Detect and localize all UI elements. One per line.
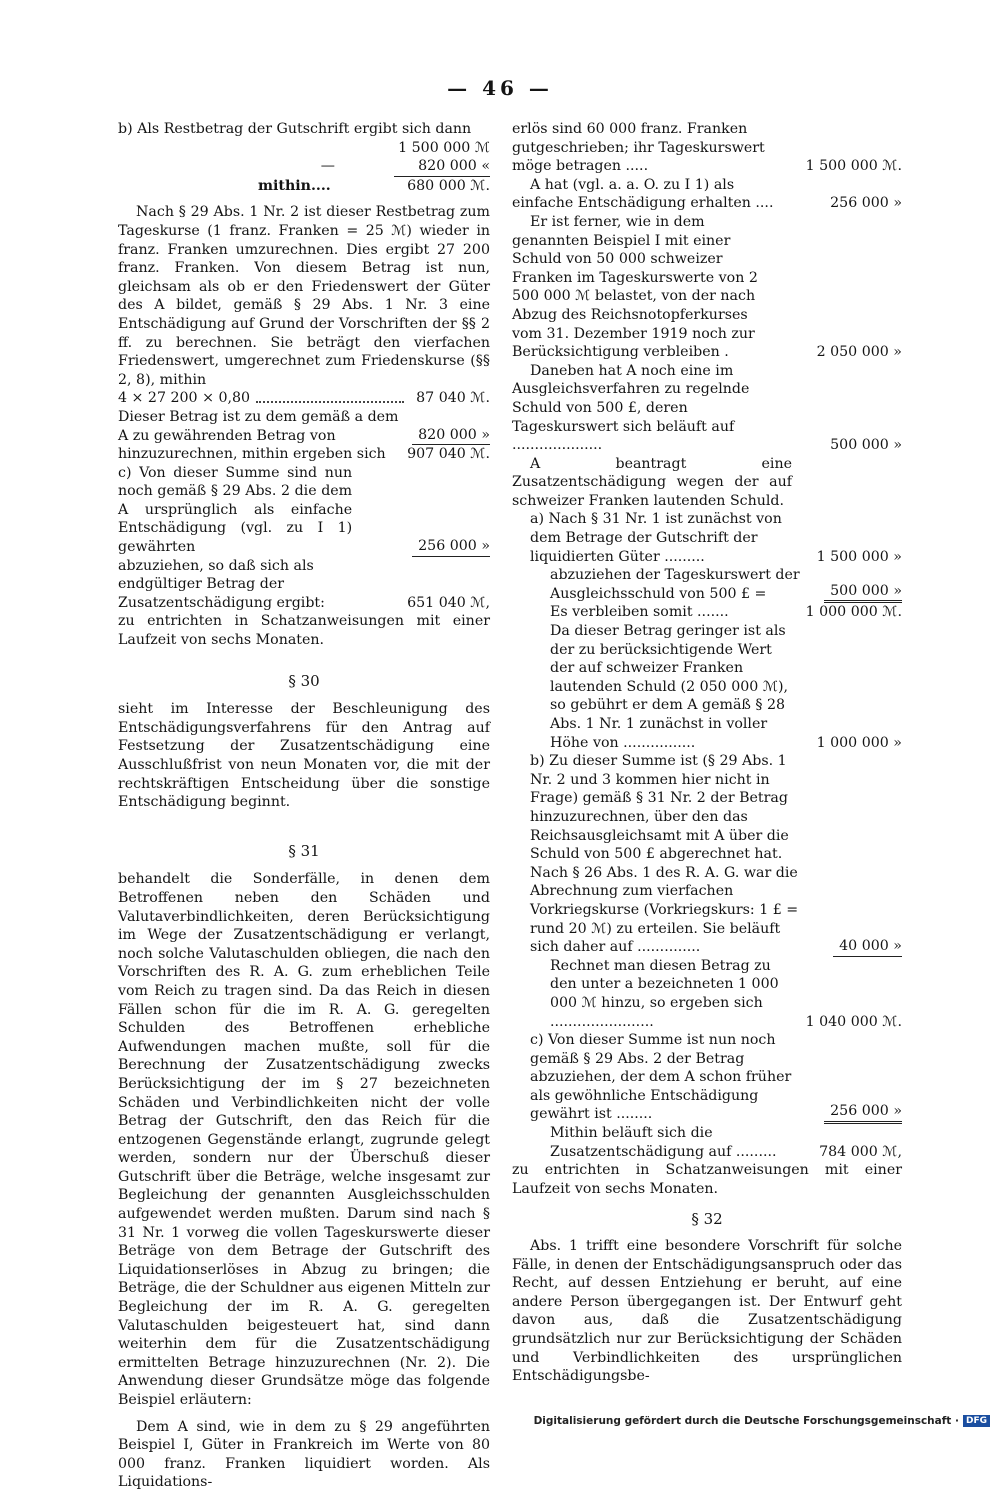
c-end-text: abzuziehen, so daß sich als endgültiger Betrag der Zusatzentschädigung ergibt:	[118, 557, 325, 611]
b-intro: b) Als Restbetrag der Gutschrift ergibt sich dann	[118, 121, 472, 137]
c-row	[118, 464, 490, 557]
rc-tail: zu entrichten in Schatzanweisungen mit einer Laufzeit von sechs Monaten.	[512, 1162, 902, 1197]
right-column	[512, 120, 902, 1386]
b-mithin-label: mithin....	[258, 177, 331, 194]
r5-text: A beantragt eine Zusatzentschädigung wegen der auf schweizer Franken lautenden Schuld.	[512, 455, 792, 509]
r3-row	[512, 213, 902, 362]
b-mithin-row	[118, 177, 490, 196]
rb2-text: Rechnet man diesen Betrag zu den unter a bezeichneten 1 000 000 ℳ hinzu, so ergeben sich .......................	[550, 957, 779, 1030]
r1-text: erlös sind 60 000 franz. Franken gutgeschrieben; ihr Tageskurswert möge betragen .....	[512, 121, 765, 175]
ra2-row	[512, 566, 902, 603]
section-32-text: Abs. 1 trifft eine besondere Vorschrift für solche Fälle, in denen der Entschädigungsanspruch oder das Recht, auf dessen Entziehung er beruht, auf eine andere Person übergegangen ist. Der Entwurf geht davon aus, daß die Zusatzentschädigung grundsätzlich nur zur Berücksichtigung der Schäden und Verbindlichkeiten des ursprünglichen Entschädigungsbe-	[512, 1238, 902, 1385]
rc-text: c) Von dieser Summe ist nun noch gemäß § 29 Abs. 2 der Betrag abzuziehen, der dem A schon früher als gewöhnliche Entschädigung gewährt ist ........	[530, 1032, 792, 1123]
section-31-title: § 31	[288, 841, 320, 860]
p2-row	[118, 408, 490, 445]
r4-text: Daneben hat A noch eine im Ausgleichsverfahren zu regelnde Schuld von 500 £, deren Tageskurswert sich beläuft auf ....................	[512, 362, 750, 454]
section-32-title: § 32	[691, 1210, 723, 1229]
r1-amount: 1 500 000 ℳ.	[805, 158, 902, 175]
rc-row	[512, 1031, 902, 1124]
leader-dots	[256, 401, 404, 403]
p3-amount: 907 040 ℳ.	[407, 446, 490, 463]
dfg-logo: DFG	[963, 1415, 990, 1427]
footer-text: Digitalisierung gefördert durch die Deutsche Forschungsgemeinschaft ·	[533, 1415, 959, 1427]
rb-text: b) Zu dieser Summe ist (§ 29 Abs. 1 Nr. 2 und 3 kommen hier nicht in Frage) gemäß § 31 Nr. 2 der Betrag hinzuzurechnen, über den das Reichsausgleichsamt mit A über die Schuld von 500 £ abgerechnet hat. Nach § 26 Abs. 1 des R. A. G. war die Abrechnung zum vierfachen Vorkriegskurse (Vorkriegskurs: 1 £ = rund 20 ℳ) zu erteilen. Sie beläuft sich daher auf ..............	[530, 753, 799, 956]
p3-row	[118, 445, 490, 464]
minus-sign: —	[320, 158, 335, 175]
formula: 4 × 27 200 × 0,80	[118, 390, 251, 407]
b-amount-2-row	[118, 157, 490, 177]
ra-text: a) Nach § 31 Nr. 1 ist zunächst von dem Betrage der Gutschrift der liquidierten Güter .........	[530, 511, 782, 565]
rb2-amount: 1 040 000 ℳ.	[805, 1013, 902, 1030]
r2-text: A hat (vgl. a. a. O. zu I 1) als einfache Entschädigung erhalten ....	[512, 176, 774, 212]
p2-text: Dieser Betrag ist zu dem gemäß a dem A zu gewährenden Betrag von	[118, 408, 399, 444]
ra4-text: Da dieser Betrag geringer ist als der zu berücksichtigende Wert der auf schweizer Franken lautenden Schuld (2 050 000 ℳ), so gebührt er dem A gemäß § 28 Abs. 1 Nr. 1 zunächst in voller Höhe von ................	[550, 623, 789, 751]
rc2-row	[512, 1124, 902, 1161]
r3-text: Er ist ferner, wie in dem genannten Beispiel I mit einer Schuld von 50 000 schweizer Franken im Tageskurswerte von 2 500 000 ℳ belastet, von der nach Abzug des Reichsnotopferkurses vom 31. Dezember 1919 noch zur Berücksichtigung verbleiben .	[512, 213, 758, 361]
c-end-row	[118, 557, 490, 613]
section-30-title: § 30	[288, 671, 320, 690]
ra2-amount: 500 000 »	[824, 582, 902, 604]
section-31-text: behandelt die Sonderfälle, in denen dem Betroffenen neben den Schäden und Valutaverbindlichkeiten, deren Berücksichtigung im Wege der Zusatzentschädigung er verlangt, noch solche Valutaschulden obliegen, die nach den Vorschriften des R. A. G. zum erheblichen Teile vom Reich zu tragen sind. Da das Reich in diesen Fällen schon für die im R. A. G. geregelten Schulden des Betroffenen erhebliche Aufwendungen machen mußte, soll für die Berechnung der Zusatzentschädigung zwecks Berücksichtigung der im § 27 bezeichneten Schäden und Verbindlichkeiten nicht der volle Betrag der Gutschrift, den das Reich für die entzogenen Gegenstände erlangt, zugrunde gelegt werden, sondern nur der Überschuß dieser Gutschrift über die Beträge, welche insgesamt zur Begleichung der genannten Ausgleichsschulden aufgewendet werden mußten. Darum sind nach § 31 Nr. 1 vorweg die vollen Tageskurswerte dieser Beträge von dem Betrage der Gutschrift des Liquidationserlöses in Abzug zu bringen; die Beträge, die der Schuldner aus eigenen Mitteln zur Begleichung der im R. A. G. geregelten Valutaschulden beigesteuert hat, sind dann weiterhin dem für die Zusatzentschädigung ermittelten Betrage hinzuzurechnen (Nr. 2). Die Anwendung dieser Grundsätze möge das folgende Beispiel erläutern:	[118, 871, 490, 1408]
formula-row	[118, 389, 490, 408]
p2-amount: 820 000 »	[412, 426, 490, 446]
rb-amount: 40 000 »	[833, 937, 902, 957]
b-amount-1: 1 500 000 ℳ	[398, 139, 490, 156]
rc-amount: 256 000 »	[824, 1102, 902, 1124]
c-tail: zu entrichten in Schatzanweisungen mit einer Laufzeit von sechs Monaten.	[118, 613, 490, 649]
r4-amount: 500 000 »	[830, 437, 902, 454]
ra4-row	[512, 622, 902, 752]
left-column	[118, 120, 490, 1492]
section-30-text: sieht im Interesse der Beschleunigung des Entschädigungsverfahrens für den Antrag auf Festsetzung der Zusatzentschädigung eine Ausschlußfrist von neun Monaten vor, die mit der rechtskräftigen Entscheidung über die sonstige Entschädigung beginnt.	[118, 701, 490, 811]
ra4-amount: 1 000 000 »	[816, 734, 902, 751]
r4-row	[512, 362, 902, 455]
r1-row	[512, 120, 902, 176]
c-text: c) Von dieser Summe sind nun noch gemäß § 29 Abs. 2 die dem A ursprünglich als einfache Entschädigung (vgl. zu I 1) gewährten	[118, 464, 353, 556]
r3-amount: 2 050 000 »	[816, 344, 902, 361]
rc2-amount: 784 000 ℳ,	[819, 1143, 902, 1160]
rb-row	[512, 752, 902, 957]
r2-row	[512, 176, 902, 213]
page-number: — 46 —	[447, 76, 553, 100]
paragraph-restbetrag: Nach § 29 Abs. 1 Nr. 2 ist dieser Restbetrag zum Tageskurse (1 franz. Franken = 25 ℳ) wieder in franz. Franken umzurechnen. Dies ergibt 27 200 franz. Franken. Von diesem Betrag ist nun, gleichsam als ob er den Friedenswert der Güter des A bildet, gemäß § 29 Abs. 1 Nr. 3 eine Entschädigung auf Grund der Vorschriften der §§ 2 ff. zu berechnen. Sie beträgt den vierfachen Friedenswert, umgerechnet zum Friedenskurse (§§ 2, 8), mithin	[118, 204, 490, 388]
section-31-example: Dem A sind, wie in dem zu § 29 angeführten Beispiel I, Güter in Frankreich im Werte von 80 000 franz. Franken liquidiert worden. Als Liquidations-	[118, 1418, 490, 1491]
footer-credit	[534, 1415, 990, 1427]
ra-row	[512, 510, 902, 566]
ra-amount: 1 500 000 »	[816, 548, 902, 565]
ra3-amount: 1 000 000 ℳ.	[805, 604, 902, 621]
ra2-text: abzuziehen der Tageskurswert der Ausgleichsschuld von 500 £ =	[550, 567, 800, 602]
ra3-text: Es verbleiben somit .......	[550, 604, 729, 621]
formula-amount: 87 040 ℳ.	[416, 390, 490, 407]
b-amount-3: 680 000 ℳ.	[407, 177, 490, 194]
r2-amount: 256 000 »	[830, 195, 902, 212]
ra3-row	[512, 603, 902, 622]
c-end-amount: 651 040 ℳ,	[407, 594, 490, 611]
b-amount-2: 820 000 «	[394, 157, 490, 177]
rb2-row	[512, 957, 902, 1031]
p3-text: hinzuzurechnen, mithin ergeben sich	[118, 446, 386, 463]
c-amount: 256 000 »	[412, 537, 490, 557]
rc2-text: Mithin beläuft sich die Zusatzentschädigung auf .........	[550, 1125, 777, 1160]
